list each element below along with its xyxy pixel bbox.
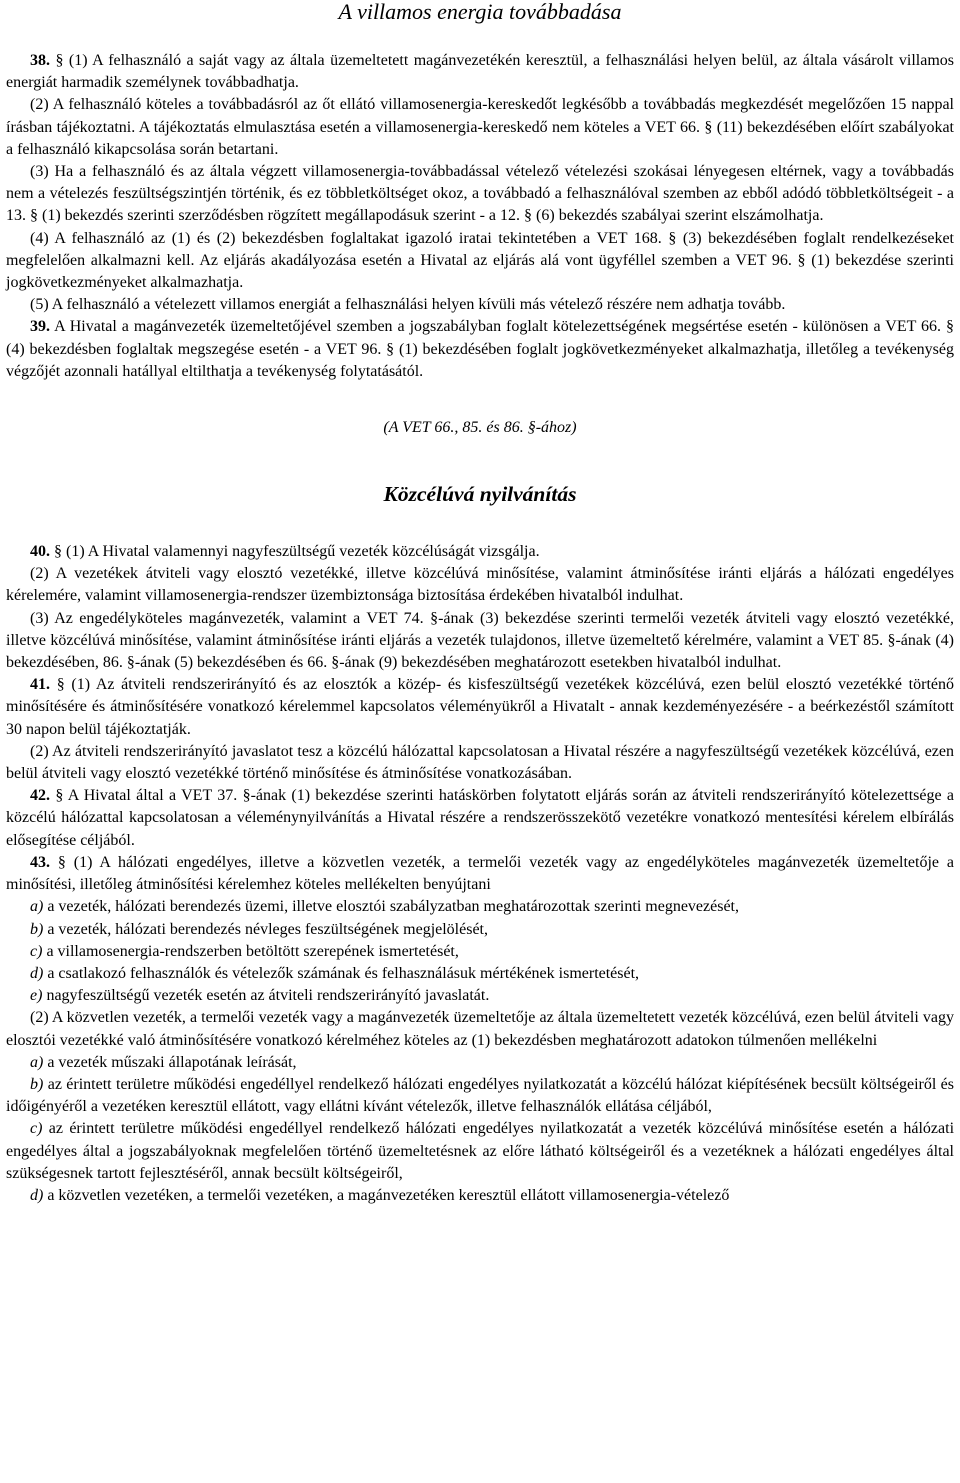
- paragraph-text: (3) Ha a felhasználó és az általa végzett villamosenergia-továbbadással vételező vételezési szokásai lényegesen eltérnek, vagy a továbbadás nem a vételezés feszültségszintjén történik, és ez többletköltséget okoz, a továbbadó a felhasználóval szemben az ebből adódó többletköltségeit - a 13. § (1) bekezdés szerinti szerződésben rögzített megállapodásuk szerint - a 12. § (6) bekezdés szabályai szerint elszámolhatja.: [6, 163, 954, 225]
- item-label: a): [30, 898, 44, 916]
- paragraph-text: nagyfeszültségű vezeték esetén az átviteli rendszerirányító javaslatát.: [46, 987, 490, 1005]
- section-b-body: [6, 541, 954, 1207]
- paragraph-text: § (1) Az átviteli rendszerirányító és az elosztók a közép- és kisfeszültségű vezetékek közcélúvá, ezen belül elosztó vezetékké történő minősítésére és átminősítésére vonatkozó kérelemmel kapcsolatos véleményükről a Hivatalt - annak kezdeményezésére - a beérkezéstől számított 30 napon belül tájékoztatják.: [6, 676, 955, 738]
- paragraph: [6, 1052, 954, 1074]
- paragraph: [6, 94, 954, 161]
- section-number: 38.: [30, 52, 50, 69]
- paragraph: [6, 1118, 954, 1185]
- paragraph-text: § (1) A felhasználó a saját vagy az általa üzemeltetett magánvezetékén keresztül, a felhasználási helyen belül, az általa vásárolt villamos energiát harmadik személynek továbbadhatja.: [6, 52, 955, 92]
- paragraph-text: (3) Az engedélyköteles magánvezeték, valamint a VET 74. §-ának (3) bekezdése szerinti termelői vezeték átviteli vagy elosztó vezetékké, illetve közcélúvá minősítése, valamint átminősítése iránti eljárás a vezeték tulajdonos, illetve üzemeltető kérelmére, valamint a VET 85. §-ának (4) bekezdésében, 86. §-ának (5) bekezdésében és 66. §-ának (9) bekezdésében meghatározott esetekben hivatalból indulhat.: [6, 609, 954, 672]
- paragraph: [6, 1185, 954, 1207]
- paragraph: [6, 608, 954, 675]
- paragraph-text: § (1) A hálózati engedélyes, illetve a közvetlen vezeték, a termelői vezeték vagy az engedélyköteles magánvezeték üzemeltetője a minősítési, illetőleg átminősítési kérelemhez köteles mellékelten benyújtani: [6, 853, 954, 894]
- paragraph: [6, 785, 954, 852]
- item-label: b): [30, 920, 44, 938]
- paragraph: [6, 228, 954, 295]
- section-number: 43.: [30, 853, 50, 871]
- paragraph: [6, 50, 954, 94]
- paragraph: [6, 1074, 954, 1118]
- paragraph: [6, 541, 954, 563]
- item-label: d): [30, 1186, 44, 1204]
- section-number: 39.: [30, 318, 50, 336]
- paragraph: [6, 919, 954, 941]
- section-number: 41.: [30, 676, 50, 694]
- item-label: e): [30, 987, 43, 1005]
- paragraph-text: § (1) A Hivatal valamennyi nagyfeszültségű vezeték közcélúságát vizsgálja.: [54, 543, 540, 561]
- paragraph: [6, 294, 954, 316]
- paragraph-text: a közvetlen vezetéken, a termelői vezetéken, a magánvezetéken keresztül ellátott villamosenergia-vételező: [47, 1186, 730, 1204]
- paragraph-text: (5) A felhasználó a vételezett villamos energiát a felhasználási helyen kívüli más vételező részére nem adhatja tovább.: [30, 296, 786, 314]
- section-number: 42.: [30, 787, 50, 805]
- paragraph-text: a vezeték, hálózati berendezés üzemi, illetve elosztói szabályzatban meghatározottak szerinti megnevezését,: [47, 898, 739, 916]
- section-a-body: [6, 50, 954, 383]
- item-label: d): [30, 964, 44, 982]
- paragraph: [6, 985, 954, 1007]
- paragraph-text: (2) A vezetékek átviteli vagy elosztó vezetékké, illetve közcélúvá minősítése, valamint átminősítése iránti eljárás a hálózati engedélyes kérelemére, valamint villamosenergia-rendszer üzembiztonsága biztosítása érdekében hivatalból indulhat.: [6, 565, 954, 605]
- paragraph: [6, 161, 954, 228]
- paragraph-text: a csatlakozó felhasználók és vételezők számának és felhasználásuk mértékének ismertetését,: [47, 964, 640, 982]
- paragraph-text: A Hivatal a magánvezeték üzemeltetőjével szemben a jogszabályban foglalt kötelezettségének megsértése esetén - különösen a VET 66. § (4) bekezdésben foglaltak megszegése esetén - a VET 96. § (1) bekezdésében foglalt jogkövetkezményeket alkalmazhatja, illetőleg a tevékenység végzőjét azonnali hatállyal eltilthatja a tevékenység folytatásától.: [6, 318, 955, 380]
- paragraph-text: (2) A felhasználó köteles a továbbadásról az őt ellátó villamosenergia-kereskedőt legkésőbb a továbbadás megkezdését megelőzően 15 nappal írásban tájékoztatni. A tájékoztatás elmulasztása esetén a villamosenergia-kereskedő nem köteles a VET 66. § (11) bekezdésében előírt szabályokat a felhasználó kikapcsolása során betartani.: [6, 96, 954, 158]
- paragraph: [6, 852, 954, 896]
- paragraph: [6, 1007, 954, 1051]
- item-label: a): [30, 1053, 44, 1071]
- paragraph: [6, 316, 954, 383]
- section-number: 40.: [30, 543, 50, 561]
- paragraph: [6, 896, 954, 918]
- paragraph-text: a vezeték műszaki állapotának leírását,: [47, 1053, 297, 1071]
- paragraph-text: az érintett területre működési engedéllyel rendelkező hálózati engedélyes nyilatkozatát a közcélú hálózat kiépítésének becsült költségeiről és időigényéről a vezetéken keresztül ellátott, vagy ellátni kívánt vételezők, illetve felhasználók ellátása céljából,: [6, 1075, 954, 1116]
- paragraph-text: § A Hivatal által a VET 37. §-ának (1) bekezdése szerinti hatáskörben folytatott eljárás során az átviteli rendszerirányító kötelezettsége a közcélú hálózattal kapcsolatosan a véleménynyilvánítás a Hivatal részére a rendszerösszekötő vezetékre vonatkozó mentesítési kérelem elbírálás elősegítése céljából.: [6, 787, 955, 849]
- paragraph: [6, 563, 954, 607]
- paragraph-text: a vezeték, hálózati berendezés névleges feszültségének megjelölését,: [47, 920, 488, 938]
- paragraph: [6, 741, 954, 785]
- paragraph-text: (4) A felhasználó az (1) és (2) bekezdésben foglaltakat igazoló iratai tekintetében a VET 168. § (3) bekezdésében foglalt rendelkezéseket megfelelően alkalmazni kell. Az eljárás akadályozása esetén a Hivatal az eljárás alá vont ügyféllel szemben a VET 96. § (1) bekezdése szerinti jogkövetkezményeket alkalmazhatja.: [6, 229, 954, 292]
- paragraph-text: az érintett területre működési engedéllyel rendelkező hálózati engedélyes nyilatkozatát a vezeték közcélúvá minősítése esetén a hálózati engedélyes által a jogszabályoknak megfelelően történő üzemeltetésnek az előre látható költségeiről és a vezetéknek a hálózati engedélyes által szükségesnek tartott fejlesztéséről, annak becsült költségeiről,: [6, 1120, 955, 1182]
- paragraph: [6, 674, 954, 741]
- item-label: c): [30, 942, 43, 960]
- paragraph-text: a villamosenergia-rendszerben betöltött szerepének ismertetését,: [46, 942, 459, 960]
- paragraph: [6, 963, 954, 985]
- heading: A villamos energia továbbadása: [338, 0, 622, 24]
- paragraph-text: (2) A közvetlen vezeték, a termelői vezeték vagy a magánvezeték üzemeltetője az általa üzemeltetett vezeték közcélúvá, ezen belül átviteli vagy elosztói vezetékké való átminősítésére vonatkozó kérelméhez köteles az (1) bekezdésben meghatározott adatokon túlmenően mellékelni: [6, 1009, 954, 1049]
- section-heading: Közcélúvá nyilvánítás: [383, 482, 577, 507]
- paragraph: [6, 941, 954, 963]
- item-label: b): [30, 1075, 44, 1093]
- reference-note: (A VET 66., 85. és 86. §-ához): [383, 419, 577, 437]
- paragraph-text: (2) Az átviteli rendszerirányító javaslatot tesz a közcélú hálózattal kapcsolatosan a Hivatal részére a nagyfeszültségű vezetékek közcélúvá, ezen belül átviteli vagy elosztó vezetékké történő minősítése és átminősítése vonatkozásában.: [6, 742, 954, 783]
- item-label: c): [30, 1120, 43, 1138]
